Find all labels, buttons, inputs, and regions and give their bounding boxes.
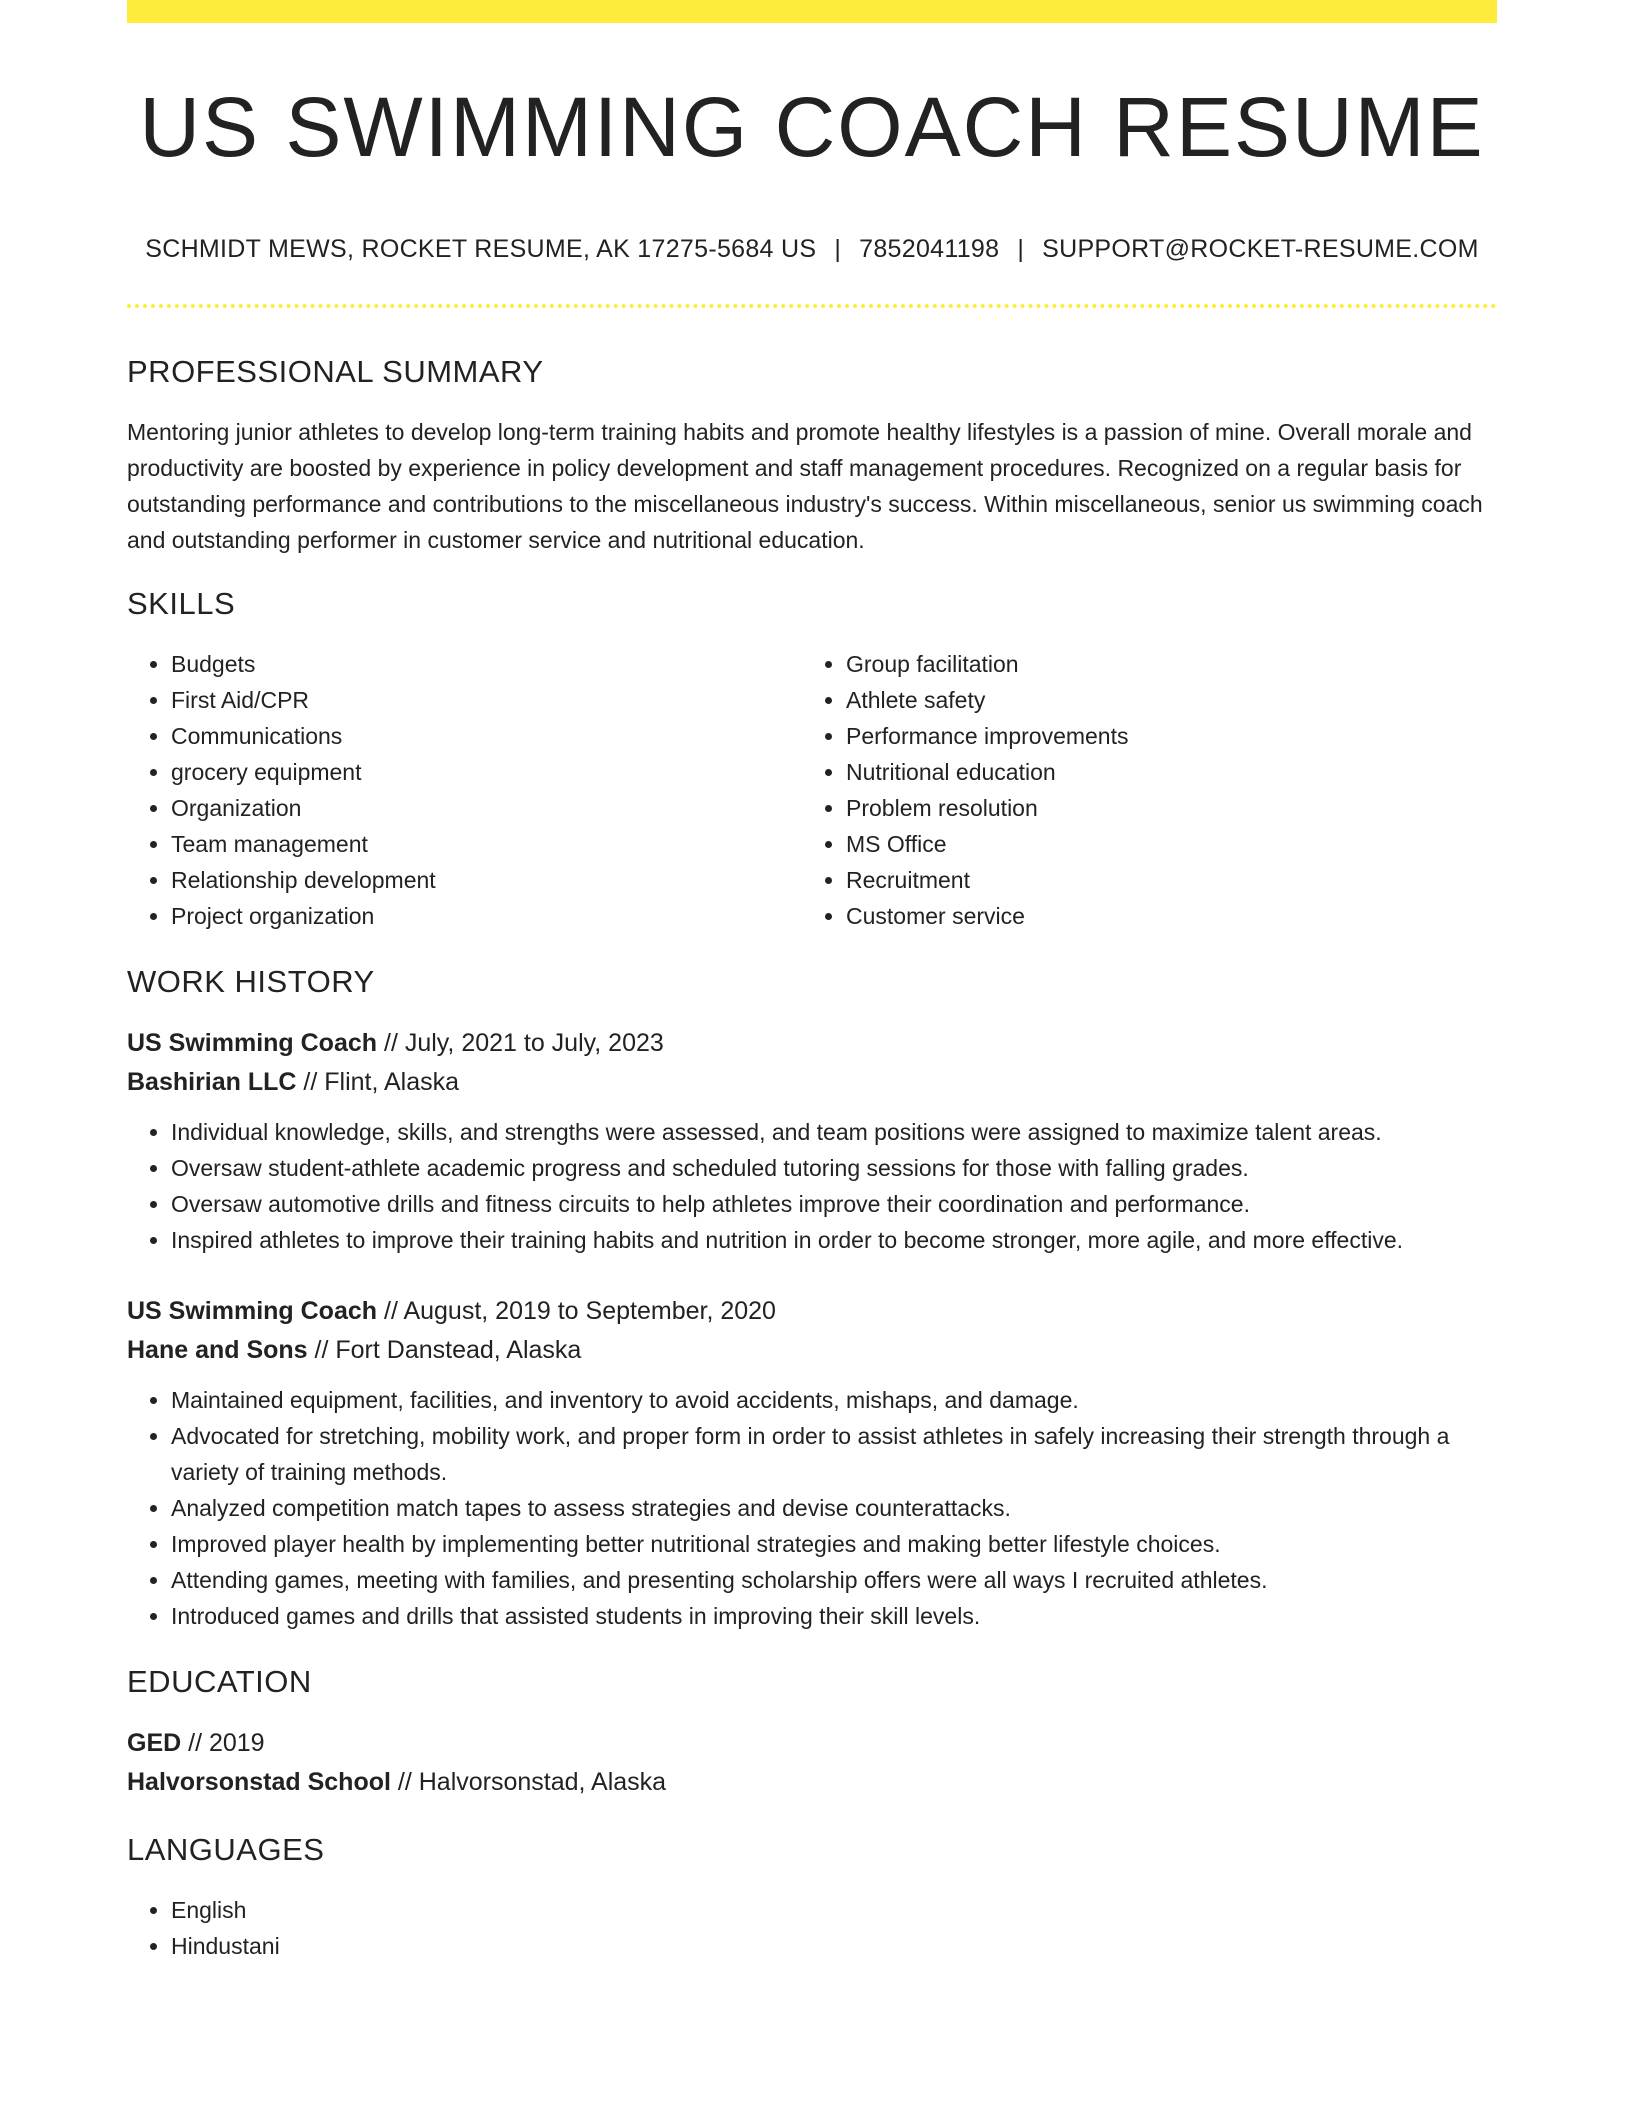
job-bullets [127,1114,1497,1258]
skill-item: • Athlete safety [846,682,1477,718]
section-heading: WORK HISTORY [127,964,375,999]
language-item: • Hindustani [171,1928,1497,1964]
skill-item: • Problem resolution [846,790,1477,826]
contact-phone: 7852041198 [859,235,1000,263]
skill-item: • Group facilitation [846,646,1477,682]
contact-address: SCHMIDT MEWS, ROCKET RESUME, AK 17275-5684 US [145,235,817,263]
section-heading: EDUCATION [127,1664,312,1699]
job-bullet: • Oversaw student-athlete academic progress and scheduled tutoring sessions for those with falling grades. [171,1150,1497,1186]
job-bullet: • Introduced games and drills that assisted students in improving their skill levels. [171,1598,1497,1634]
degree: GED [127,1729,182,1757]
school-name: Halvorsonstad School [127,1768,391,1796]
skill-item: • Communications [171,718,802,754]
skill-item: • MS Office [846,826,1477,862]
job-bullet: • Advocated for stretching, mobility work, and proper form in order to assist athletes in safely increasing their strength through a variety of training methods. [171,1418,1497,1490]
section-heading: LANGUAGES [127,1832,325,1867]
job-dates: // July, 2021 to July, 2023 [377,1029,664,1057]
skills-column-left [127,646,802,934]
job-bullets [127,1382,1497,1634]
skill-item: • Project organization [171,898,802,934]
resume-title: US SWIMMING COACH RESUME [139,80,1485,174]
top-accent-bar [127,0,1497,23]
skills-column-right [802,646,1477,934]
job-title: US Swimming Coach [127,1297,378,1325]
job-bullet: • Attending games, meeting with families, and presenting scholarship offers were all ways I recruited athletes. [171,1562,1497,1598]
skill-item: • Team management [171,826,802,862]
skill-item: • Budgets [171,646,802,682]
job-bullet: • Individual knowledge, skills, and strengths were assessed, and team positions were assigned to maximize talent areas. [171,1114,1497,1150]
job-location: // Fort Danstead, Alaska [307,1336,582,1364]
education-section [127,1664,1497,1802]
skill-item: • Customer service [846,898,1477,934]
job-company-line [127,1063,1497,1102]
job-bullet: • Inspired athletes to improve their training habits and nutrition in order to become stronger, more agile, and more effective. [171,1222,1497,1258]
section-heading: PROFESSIONAL SUMMARY [127,354,544,389]
contact-separator: | [1017,235,1025,263]
job-bullet: • Analyzed competition match tapes to assess strategies and devise counterattacks. [171,1490,1497,1526]
job-title-line [127,1024,1497,1063]
education-entry [127,1724,1497,1802]
contact-email: SUPPORT@ROCKET-RESUME.COM [1042,235,1479,263]
languages-list [127,1892,1497,1964]
skill-item: • Nutritional education [846,754,1477,790]
job-company: Hane and Sons [127,1336,308,1364]
job-company: Bashirian LLC [127,1068,297,1096]
skill-item: • Performance improvements [846,718,1477,754]
skill-item: • grocery equipment [171,754,802,790]
skill-item: • Organization [171,790,802,826]
work-history-section [127,964,1497,1634]
job-title: US Swimming Coach [127,1029,378,1057]
contact-separator: | [834,235,842,263]
job-bullet: • Improved player health by implementing better nutritional strategies and making better lifestyle choices. [171,1526,1497,1562]
job-entry [127,1024,1497,1258]
summary-text: Mentoring junior athletes to develop long-term training habits and promote healthy lifestyles is a passion of mine. Overall morale and productivity are boosted by experience in policy development and staff management procedures. Recognized on a regular basis for outstanding performance and contributions to the miscellaneous industry's success. Within miscellaneous, senior us swimming coach and outstanding performer in customer service and nutritional education. [127,419,1483,553]
skill-item: • Relationship development [171,862,802,898]
degree-line [127,1724,1497,1763]
degree-year: // 2019 [181,1729,265,1757]
language-item: • English [171,1892,1497,1928]
languages-section [127,1832,1497,1964]
job-title-line [127,1292,1497,1331]
job-bullet: • Oversaw automotive drills and fitness circuits to help athletes improve their coordination and performance. [171,1186,1497,1222]
skill-item: • First Aid/CPR [171,682,802,718]
section-heading: SKILLS [127,586,236,621]
resume-page [127,0,1497,1964]
school-line [127,1763,1497,1802]
job-bullet: • Maintained equipment, facilities, and inventory to avoid accidents, mishaps, and damage. [171,1382,1497,1418]
skills-section [127,586,1497,934]
job-entry [127,1292,1497,1634]
job-dates: // August, 2019 to September, 2020 [377,1297,776,1325]
job-company-line [127,1331,1497,1370]
professional-summary-section [127,354,1497,558]
school-location: // Halvorsonstad, Alaska [390,1768,667,1796]
job-location: // Flint, Alaska [296,1068,460,1096]
skills-grid [127,646,1497,934]
dotted-divider [127,304,1497,308]
contact-line [127,235,1497,264]
skill-item: • Recruitment [846,862,1477,898]
